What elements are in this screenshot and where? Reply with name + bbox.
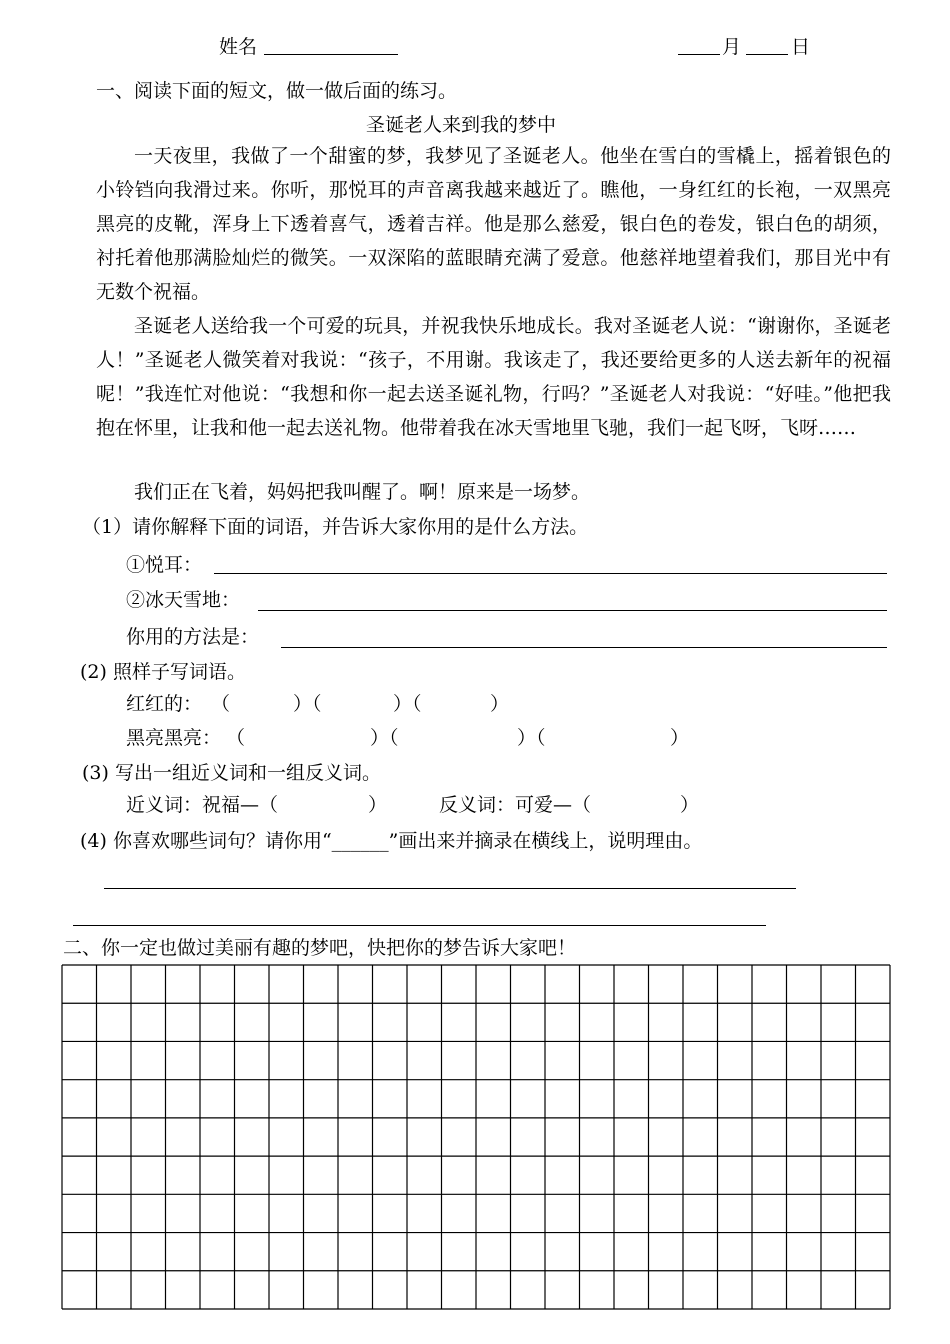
question-2-prompt: (2) 照样子写词语。 bbox=[80, 661, 246, 683]
q4-blank-sample: ______ bbox=[331, 830, 389, 852]
q1-item2-answer-line[interactable] bbox=[258, 610, 887, 611]
month-blank[interactable] bbox=[678, 54, 720, 55]
q3-synonym: 近义词：祝福—（ bbox=[126, 794, 279, 816]
writing-grid[interactable] bbox=[61, 964, 891, 1310]
q1-method-label: 你用的方法是： bbox=[126, 626, 260, 648]
question-3-prompt: (3) 写出一组近义词和一组反义词。 bbox=[82, 762, 381, 784]
q2-row2-paren: （ bbox=[226, 727, 246, 749]
question-4-prompt bbox=[80, 826, 702, 853]
q4-answer-line-1[interactable] bbox=[104, 888, 796, 889]
q1-item1-answer-line[interactable] bbox=[214, 573, 887, 574]
story-paragraph-3: 我们正在飞着，妈妈把我叫醒了。啊！原来是一场梦。 bbox=[134, 481, 591, 503]
story-paragraph-1: 一天夜里，我做了一个甜蜜的梦，我梦见了圣诞老人。他坐在雪白的雪橇上，摇着银色的小铃铛向我滑过来。你听，那悦耳的声音离我越来越近了。瞧他，一身红红的长袍，一双黑亮黑亮的皮靴，浑身上下透着喜气，透着吉祥。他是那么慈爱，银白色的卷发，银白色的胡须，衬托着他那满脸灿烂的微笑。一双深陷的蓝眼睛充满了爱意。他慈祥地望着我们，那目光中有无数个祝福。 bbox=[96, 145, 891, 303]
section1-heading: 一、阅读下面的短文，做一做后面的练习。 bbox=[96, 80, 458, 102]
q1-item1-label: ①悦耳： bbox=[126, 554, 203, 576]
q3-antonym-close: ） bbox=[680, 794, 700, 816]
q2-row1-paren: ）（ bbox=[393, 693, 422, 715]
question-1-prompt: （1）请你解释下面的词语，并告诉大家你用的是什么方法。 bbox=[82, 516, 589, 538]
q2-row1-paren: ）（ bbox=[293, 693, 322, 715]
q2-row2-paren: ）（ bbox=[517, 727, 546, 749]
q4-prompt-before: (4) 你喜欢哪些词句？请你用“ bbox=[80, 830, 332, 852]
q3-synonym-close: ） bbox=[368, 794, 388, 816]
q2-row2-paren: ）（ bbox=[370, 727, 399, 749]
q1-method-answer-line[interactable] bbox=[281, 647, 887, 648]
q4-prompt-after: ”画出来并摘录在横线上，说明理由。 bbox=[388, 830, 703, 852]
q2-row2-paren: ） bbox=[670, 727, 690, 749]
name-label: 姓名 bbox=[219, 36, 258, 58]
name-blank[interactable] bbox=[264, 54, 398, 55]
story-title: 圣诞老人来到我的梦中 bbox=[366, 114, 557, 136]
q1-item2-label: ②冰天雪地： bbox=[126, 589, 241, 611]
q2-row1-paren: （ bbox=[211, 693, 231, 715]
q2-row2-label: 黑亮黑亮： bbox=[126, 727, 222, 749]
q4-answer-line-2[interactable] bbox=[73, 925, 766, 926]
story-paragraph-2: 圣诞老人送给我一个可爱的玩具，并祝我快乐地成长。我对圣诞老人说：“谢谢你，圣诞老人！”圣诞老人微笑着对我说：“孩子，不用谢。我该走了，我还要给更多的人送去新年的祝福呢！”我连忙对他说：“我想和你一起去送圣诞礼物，行吗？”圣诞老人对我说：“好哇。”他把我抱在怀里，让我和他一起去送礼物。他带着我在冰天雪地里飞驰，我们一起飞呀，飞呀…… bbox=[96, 315, 891, 439]
section2-heading: 二、你一定也做过美丽有趣的梦吧，快把你的梦告诉大家吧！ bbox=[63, 937, 577, 959]
day-blank[interactable] bbox=[746, 54, 788, 55]
q2-row1-label: 红红的： bbox=[126, 693, 203, 715]
month-label: 月 bbox=[722, 36, 742, 58]
q2-row1-paren: ） bbox=[490, 693, 510, 715]
q3-antonym: 反义词：可爱—（ bbox=[439, 794, 592, 816]
day-label: 日 bbox=[791, 36, 811, 58]
